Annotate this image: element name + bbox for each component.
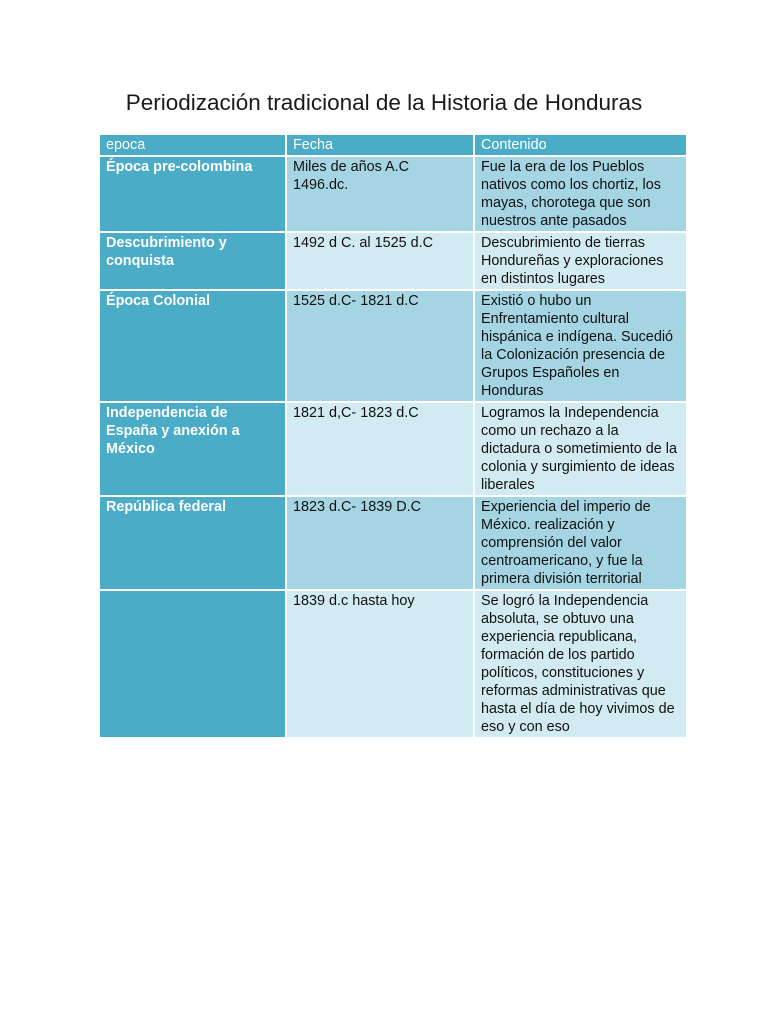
contenido-cell: Existió o hubo un Enfrentamiento cultural hispánica e indígena. Sucedió la Colonización presencia de Grupos Españoles en Honduras [475, 291, 686, 403]
page-title: Periodización tradicional de la Historia de Honduras [125, 90, 643, 115]
era-cell: Época pre-colombina [100, 157, 287, 233]
era-cell: República federal [100, 497, 287, 591]
fecha-line: Miles de años A.C 1496.dc. [293, 159, 409, 193]
era-cell: Independencia de España y anexión a México [100, 403, 287, 497]
fecha-cell: 1823 d.C- 1839 D.C [287, 497, 475, 591]
contenido-cell: Fue la era de los Pueblos nativos como los chortiz, los mayas, chorotega que son nuestros ante pasados [475, 157, 686, 233]
table-header-row [100, 135, 686, 157]
history-table [100, 135, 686, 739]
fecha-cell: 1492 d C. al 1525 d.C [287, 233, 475, 291]
fecha-cell: 1839 d.c hasta hoy [287, 591, 475, 739]
table-row [100, 291, 686, 403]
era-cell: Descubrimiento y conquista [100, 233, 287, 291]
fecha-cell: 1525 d.C- 1821 d.C [287, 291, 475, 403]
header-epoca: epoca [100, 135, 287, 157]
table-row [100, 233, 686, 291]
header-contenido: Contenido [475, 135, 686, 157]
table-row [100, 591, 686, 739]
era-cell [100, 591, 287, 739]
fecha-cell: 1821 d,C- 1823 d.C [287, 403, 475, 497]
fecha-cell [287, 157, 475, 233]
table-row [100, 403, 686, 497]
contenido-cell: Se logró la Independencia absoluta, se obtuvo una experiencia republicana, formación de los partido políticos, constituciones y reformas administrativas que hasta el día de hoy vivimos de eso y con eso [475, 591, 686, 739]
contenido-cell: Descubrimiento de tierras Hondureñas y exploraciones en distintos lugares [475, 233, 686, 291]
contenido-cell: Logramos la Independencia como un rechazo a la dictadura o sometimiento de la colonia y surgimiento de ideas liberales [475, 403, 686, 497]
header-fecha: Fecha [287, 135, 475, 157]
contenido-cell: Experiencia del imperio de México. realización y comprensión del valor centroamericano, y fue la primera división territorial [475, 497, 686, 591]
table-row [100, 157, 686, 233]
era-cell: Época Colonial [100, 291, 287, 403]
table-row [100, 497, 686, 591]
